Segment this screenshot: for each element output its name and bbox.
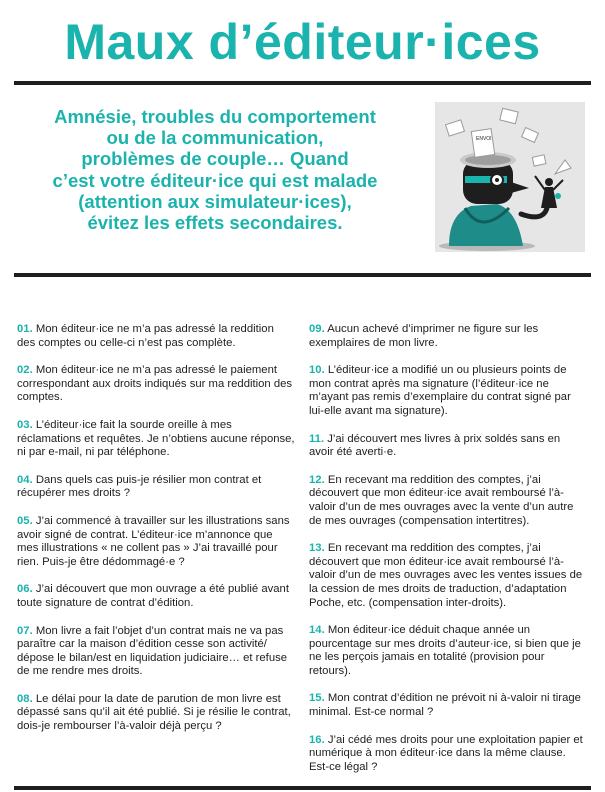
faq-number: 02. — [17, 364, 33, 377]
intro-line: évitez les effets secondaires. — [87, 212, 343, 234]
faq-number: 07. — [17, 624, 33, 637]
faq-number: 15. — [309, 692, 325, 705]
intro-line: problèmes de couple… Quand — [81, 148, 349, 170]
intro-line: Amnésie, troubles du comportement — [54, 106, 376, 127]
faq-text: En recevant ma reddition des comptes, j’ai découvert que mon éditeur·ice avait remboursé l’à-valoir d’un de mes ouvrages avec la vente d’un autre de mes ouvrages (compensation intertitres). — [309, 473, 574, 527]
faq-number: 03. — [17, 418, 33, 431]
faq-item — [309, 624, 587, 678]
faq-text: J’ai commencé à travailler sur les illustrations sans avoir signé de contrat. L’éditeur·ice m’annonce que mes illustrations « ne collent pas » J’ai travaillé pour rien. Puis-je être dédommagé·e ? — [17, 514, 290, 568]
faq-number: 12. — [309, 473, 325, 486]
faq-item — [17, 474, 295, 501]
faq-text: Mon éditeur·ice ne m’a pas adressé la reddition des comptes ou celle-ci n’est pas complète. — [17, 323, 274, 349]
faq-item — [17, 323, 295, 350]
faq-text: Mon éditeur·ice ne m’a pas adressé le paiement correspondant aux droits indiqués sur ma reddition des comptes. — [17, 364, 293, 404]
faq-text: Aucun achevé d’imprimer ne figure sur les exemplaires de mon livre. — [309, 323, 539, 349]
faq-number: 05. — [17, 514, 33, 527]
faq-number: 14. — [309, 624, 325, 637]
faq-number: 16. — [309, 733, 325, 746]
faq-number: 08. — [17, 692, 33, 705]
faq-item — [309, 433, 587, 460]
faq-text: En recevant ma reddition des comptes, j’ai découvert que mon éditeur·ice avait remboursé l’à-valoir d’un de mes ouvrages avec les ventes issues de la cession de mes droits de traduction, d’adaptation Poche, etc. (compensation inter-droits). — [309, 542, 583, 609]
faq-item — [17, 693, 295, 734]
page-title: Maux d’éditeur·ices — [64, 14, 541, 70]
faq-item — [17, 515, 295, 569]
faq-text: L’éditeur·ice a modifié un ou plusieurs points de mon contrat après ma signature (l’éditeur·ice ne m’ayant pas remis d’exemplaire du contrat signé par lui-elle avant ma signature). — [309, 364, 571, 417]
faq-item — [309, 323, 587, 350]
faq-text: Mon éditeur·ice déduit chaque année un pourcentage sur mes droits d’auteur·ice, si bien que je ne les perçois jamais en totalité (provision pour retours). — [309, 624, 581, 677]
faq-item — [309, 692, 587, 719]
faq-text: Mon contrat d’édition ne prévoit ni à-valoir ni tirage minimal. Est-ce normal ? — [309, 692, 581, 719]
faq-text: Le délai pour la date de parution de mon livre est dépassé sans qu’il ait été publié. Si je résilie le contrat, dois-je rembourser l’à-valoir déjà perçu ? — [17, 692, 291, 733]
faq-text: J’ai découvert mes livres à prix soldés sans en avoir été averti·e. — [309, 432, 561, 459]
faq-item — [309, 474, 587, 528]
intro-line: (attention aux simulateur·ices), — [78, 190, 352, 212]
faq-item — [17, 419, 295, 460]
faq-item — [309, 542, 587, 610]
faq-number: 04. — [17, 473, 33, 486]
faq-number: 09. — [309, 323, 325, 335]
faq-item — [309, 364, 587, 418]
faq-item — [17, 364, 295, 405]
faq-item — [17, 583, 295, 610]
top-divider — [14, 81, 591, 85]
faq-column-left — [17, 323, 295, 748]
faq-text: J’ai découvert que mon ouvrage a été publié avant toute signature de contrat d’édition. — [17, 583, 289, 609]
intro-line: c’est votre éditeur·ice qui est malade — [52, 169, 378, 191]
faq-text: L’éditeur·ice fait la sourde oreille à mes réclamations et requêtes. Je n’obtiens aucune réponse, ni par e-mail, ni par téléphone. — [17, 418, 295, 459]
intro-line: ou de la communication, — [106, 127, 324, 149]
faq-number: 01. — [17, 323, 33, 335]
faq-number: 13. — [309, 542, 325, 555]
sick-editor-illustration — [427, 96, 587, 256]
faq-text: Dans quels cas puis-je résilier mon contrat et récupérer mes droits ? — [17, 473, 262, 500]
faq-number: 06. — [17, 583, 33, 596]
faq-item — [309, 734, 587, 775]
faq-column-right — [309, 323, 587, 788]
section-divider — [14, 273, 591, 277]
faq-text: Mon livre a fait l’objet d’un contrat mais ne va pas paraître car la maison d’édition cesse son activité/ dépose le bilan/est en liquidation judiciaire… et refuse de me rendre mes droits. — [17, 624, 288, 678]
bottom-divider — [14, 786, 591, 790]
intro-text — [10, 106, 420, 233]
faq-number: 10. — [309, 364, 325, 377]
faq-number: 11. — [309, 432, 325, 445]
envelope-label: ENVOI — [476, 136, 492, 142]
faq-item — [17, 625, 295, 679]
faq-text: J’ai cédé mes droits pour une exploitation papier et numérique à mon éditeur·ice dans la même clause. Est-ce légal ? — [309, 733, 583, 773]
